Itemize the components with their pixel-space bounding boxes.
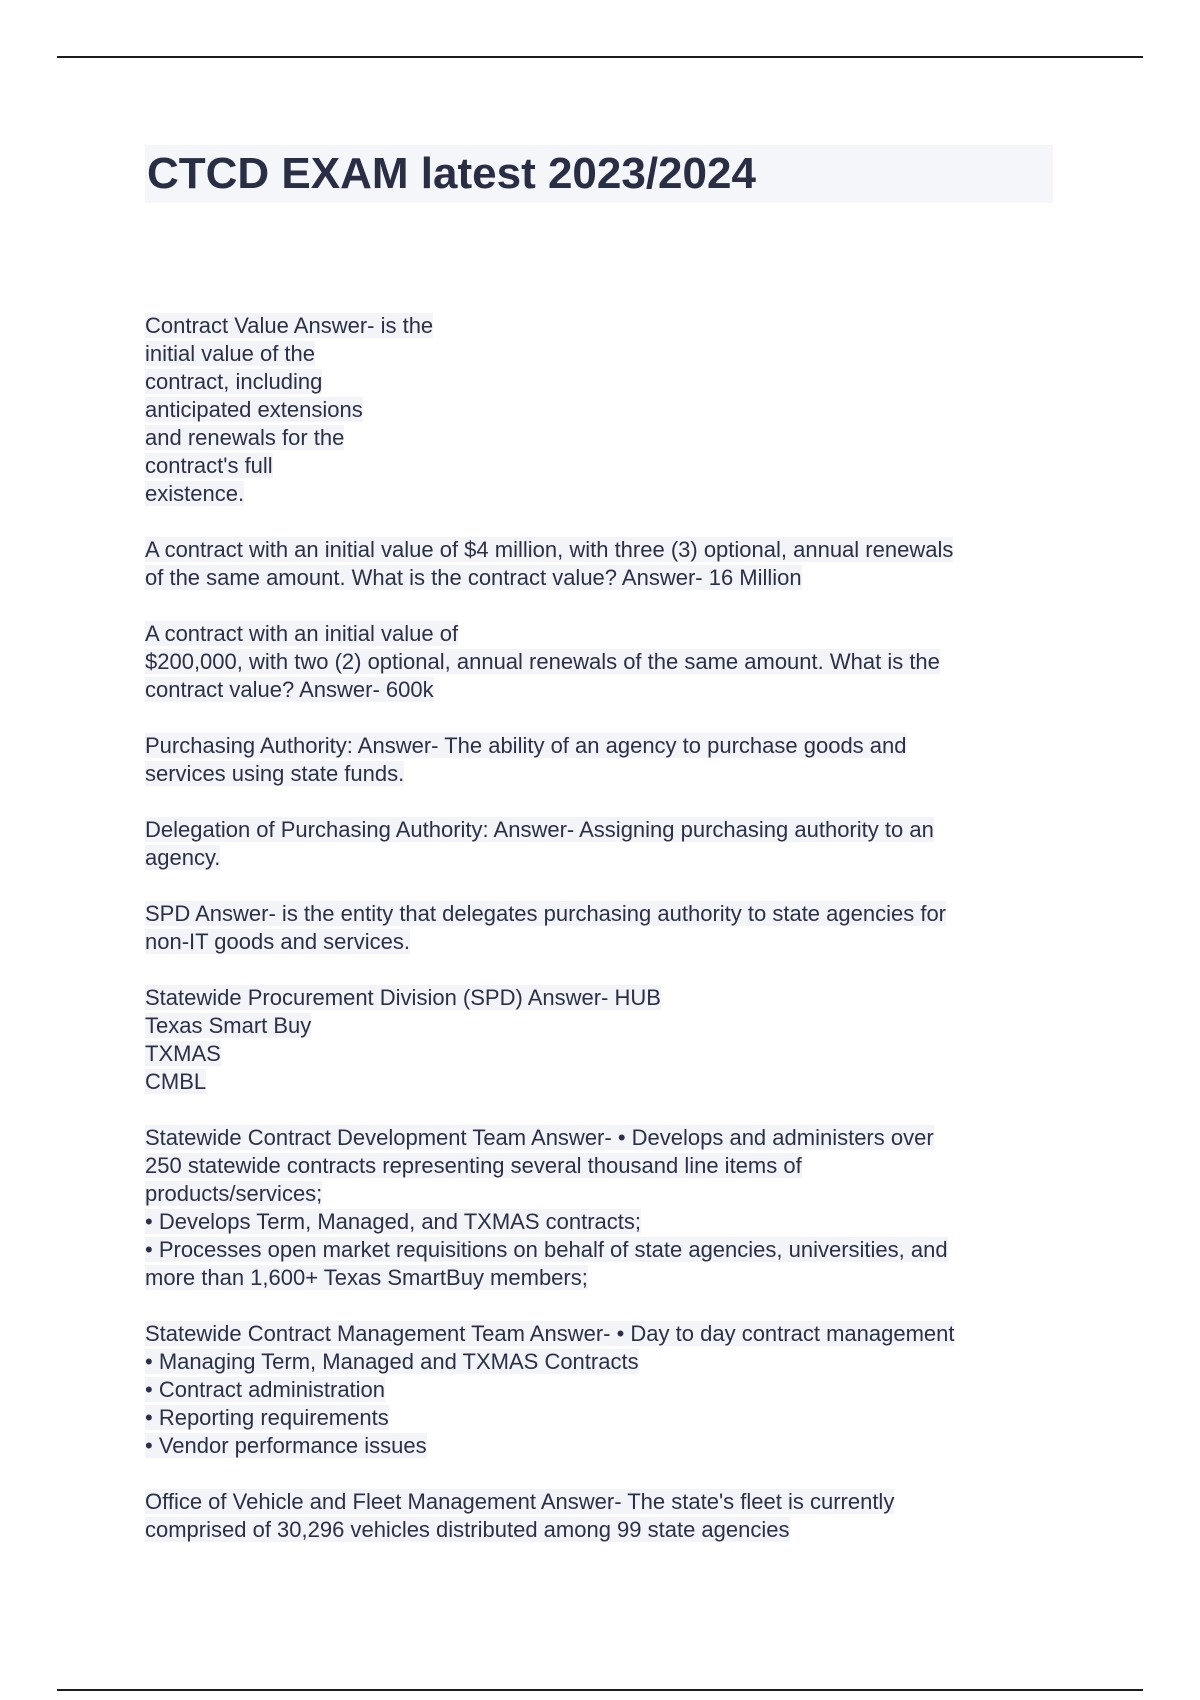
qa-text: Statewide Procurement Division (SPD) Answer- HUB Texas Smart Buy TXMAS CMBL — [145, 985, 661, 1094]
qa-text: A contract with an initial value of $4 million, with three (3) optional, annual renewals of the same amount. What is the contract value? Answer- 16 Million — [145, 537, 954, 590]
qa-text: Contract Value Answer- is the initial value of the contract, including anticipated extensions and renewals for the contract's full existence. — [145, 313, 434, 506]
qa-entry — [145, 1488, 1065, 1544]
qa-text: Office of Vehicle and Fleet Management Answer- The state's fleet is currently comprised of 30,296 vehicles distributed among 99 state agencies — [145, 1489, 895, 1542]
qa-text: Purchasing Authority: Answer- The ability of an agency to purchase goods and services using state funds. — [145, 733, 907, 786]
qa-entry — [145, 536, 1065, 592]
qa-text: A contract with an initial value of $200,000, with two (2) optional, annual renewals of the same amount. What is the contract value? Answer- 600k — [145, 621, 940, 702]
qa-entry — [145, 312, 1065, 508]
qa-text: SPD Answer- is the entity that delegates purchasing authority to state agencies for non-IT goods and services. — [145, 901, 947, 954]
qa-entry — [145, 900, 1065, 956]
qa-entry — [145, 1124, 1065, 1292]
qa-text: Delegation of Purchasing Authority: Answer- Assigning purchasing authority to an agency. — [145, 817, 934, 870]
footer-rule — [57, 1689, 1143, 1691]
qa-entry — [145, 984, 1065, 1096]
title-block — [145, 145, 1053, 203]
header-rule — [57, 56, 1143, 58]
qa-text: Statewide Contract Management Team Answer- • Day to day contract management • Managing Term, Managed and TXMAS Contracts • Contract administration • Reporting requirements • Vendor performance issues — [145, 1321, 955, 1458]
qa-text: Statewide Contract Development Team Answer- • Develops and administers over 250 statewide contracts representing several thousand line items of products/services; • Develops Term, Managed, and TXMAS contracts; • Processes open market requisitions on behalf of state agencies, universities, and more than 1,600+ Texas SmartBuy members; — [145, 1125, 948, 1290]
qa-entry — [145, 1320, 1065, 1460]
document-title: CTCD EXAM latest 2023/2024 — [147, 149, 756, 198]
qa-entry — [145, 816, 1065, 872]
qa-entry — [145, 620, 1065, 704]
qa-list — [145, 312, 1065, 1572]
qa-entry — [145, 732, 1065, 788]
